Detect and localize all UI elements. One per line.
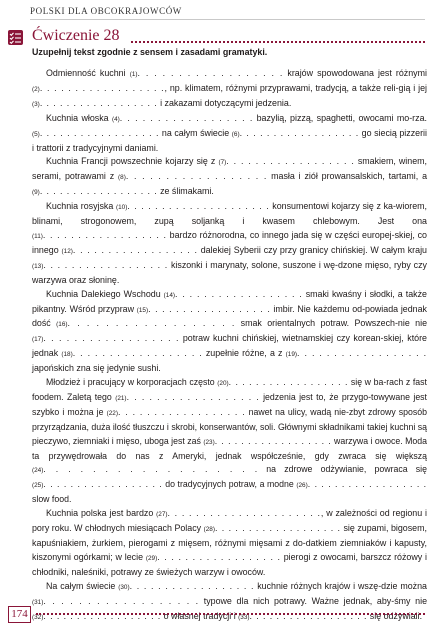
gap-dots: . . . . . . . . . . . . . . . . . .	[42, 229, 167, 240]
gap-number: (11)	[32, 232, 43, 240]
gap-blank[interactable]	[232, 128, 359, 138]
gap-blank[interactable]	[32, 333, 179, 343]
text-run: Kuchnia Francji powszechnie kojarzy się z	[46, 156, 219, 167]
gap-dots: . . . . . . . . . . . . . . . . . .	[72, 348, 203, 359]
paragraph	[32, 288, 427, 376]
paragraph	[32, 376, 427, 507]
gap-dots: . . . . . . . . . . . . . . . . . .	[228, 377, 349, 388]
gap-number: (5)	[32, 130, 40, 138]
text-run: zupełnie różne, a z	[202, 348, 286, 359]
gap-dots: . . . . . . . . . . . . . . . . . . .	[215, 523, 341, 534]
gap-number: (15)	[136, 306, 149, 314]
gap-blank[interactable]	[32, 596, 199, 606]
gap-number: (19)	[285, 351, 298, 359]
text-run: bardzo różnorodna, co innego jada się w części europej-skiej, co innego	[32, 229, 427, 255]
text-run: ze ślimakami.	[157, 186, 214, 197]
gap-blank[interactable]	[137, 304, 271, 314]
gap-blank[interactable]	[217, 377, 348, 387]
gap-dots: . . . . . . . . . . . . . . . . . .	[43, 610, 162, 621]
gap-dots: . . . . . . . . . . . . . . . . . .	[43, 479, 163, 490]
gap-dots: . . . . . . . . . . . . . . . . . .	[297, 348, 427, 359]
gap-blank[interactable]	[296, 479, 427, 489]
paragraph	[32, 155, 427, 200]
text-run: smakiem, winem, serami, potrawami z	[32, 156, 428, 182]
paragraph	[32, 507, 427, 580]
gap-dots: . . . . . . . . . . . . . . . . . .	[148, 303, 271, 314]
gap-blank[interactable]	[156, 508, 321, 518]
gap-dots: . . . . . . . . . . . . . . . . . .	[307, 479, 428, 490]
text-run: nawet na ulicy, wadą nie-zbyt zdrowy sposób przyrządzania, duża ilość tłuszczu i skrobi, konserwantów, soli. Głównymi składnikami takiej kuchni są pieczywo, ziemniaki i mięso, uboga jest zaś	[32, 406, 427, 446]
gap-dots: . . . . . . . . . . . . . . . . . .	[117, 406, 246, 417]
text-run: pierogi z owocami, barszcz różowy i chłodniki, naleśniki, potrawy ze świeżych warzyw i owoców.	[32, 551, 427, 577]
gap-dots: . . . . . . . . . . . . . . . . . .	[72, 244, 198, 255]
text-run: na zdrowe odżywianie, powraca się	[258, 464, 427, 475]
text-run: warzywa i owoce. Moda ta przywędrowała do nas z Ameryki, jednak współcześnie, gdy zwraca się większą	[32, 435, 427, 461]
gap-blank[interactable]	[218, 156, 354, 166]
text-run: slow food.	[32, 494, 72, 505]
text-run: potraw kuchni chińskiej, wietnamskiej czy korean-skiej, które jednak	[32, 333, 427, 359]
gap-dots: . . . . . . . . . . . . . . . . . .	[119, 112, 254, 123]
text-run: kiszonki i marynaty, solone, suszone i wę-dzone mięso, ryby czy warzywa oraz słoninę.	[32, 259, 427, 285]
gap-number: (8)	[118, 174, 126, 182]
gap-blank[interactable]	[112, 113, 253, 123]
paragraph	[32, 580, 427, 625]
gap-blank[interactable]	[118, 581, 254, 591]
gap-dots: . . . . . . . . . . . . . . . . . . . . . .	[167, 508, 321, 519]
text-run: typowe dla nich potrawy. Ważne jednak, aby-śmy nie	[199, 595, 428, 606]
text-run: Kuchnia polska jest bardzo	[46, 508, 157, 519]
gap-blank[interactable]	[32, 479, 163, 489]
gap-blank[interactable]	[130, 68, 284, 78]
gap-dots: . . . . . . . . . . . . . . . . . . . . .	[127, 201, 270, 212]
text-run: go siecią pizzerii i trattorii z tradycyjnymi daniami.	[32, 127, 427, 153]
header-rule	[30, 19, 425, 20]
title-dotted-rule	[131, 41, 425, 43]
gap-number: (31)	[32, 598, 44, 606]
exercise-instruction: Uzupełnij tekst zgodnie z sensem i zasadami gramatyki.	[32, 47, 268, 57]
gap-blank[interactable]	[204, 523, 341, 533]
text-run: Kuchnia Dalekiego Wschodu	[46, 288, 164, 299]
text-run: o własnej tradycji i	[161, 610, 239, 621]
gap-dots: . . . . . . . . . . . . . . . . . .	[43, 333, 180, 344]
footer-dotted-rule	[36, 613, 425, 615]
gap-number: (3)	[32, 100, 40, 108]
gap-number: (27)	[156, 511, 168, 519]
gap-blank[interactable]	[32, 186, 158, 196]
gap-number: (21)	[115, 394, 127, 402]
text-run: się w ba-rach z fast foodem. Zaletą tego	[32, 377, 427, 402]
gap-number: (29)	[145, 554, 158, 562]
gap-dots: . . . . . . . . . . . . . . . . . .	[129, 580, 255, 591]
gap-blank[interactable]	[32, 260, 168, 270]
gap-number: (20)	[217, 380, 229, 388]
gap-number: (6)	[231, 130, 240, 138]
gap-number: (17)	[32, 336, 44, 344]
running-header: POLSKI DLA OBCOKRAJOWCÓW	[30, 6, 182, 16]
text-run: na całym świecie	[159, 127, 232, 138]
gap-blank[interactable]	[62, 245, 198, 255]
gap-number: (14)	[163, 291, 176, 299]
gap-dots: . . . . . . . . . . . . . . . . . .	[39, 82, 165, 93]
gap-dots: . . . . . . . . . . . . . . . . . .	[214, 435, 332, 446]
gap-number: (16)	[56, 321, 68, 329]
text-run: i zakazami dotyczącymi jedzenia.	[157, 97, 292, 108]
gap-dots: . . . . . . . . . . . . . . . . . .	[226, 156, 355, 167]
gap-number: (22)	[106, 409, 118, 417]
gap-blank[interactable]	[61, 348, 202, 358]
text-run: japońskich zna się jedynie sushi.	[32, 363, 161, 374]
gap-dots: . . . . . . . . . . . . . . . . . .	[137, 68, 284, 78]
gap-number: (30)	[118, 583, 130, 591]
text-run: Na całym świecie	[46, 580, 119, 591]
gap-blank[interactable]	[286, 348, 427, 358]
gap-blank[interactable]	[32, 464, 258, 474]
gap-dots: . . . . . . . . . . . . . . . . . .	[175, 288, 303, 299]
gap-number: (4)	[111, 115, 120, 123]
text-run: kuchnie różnych krajów i wszę-dzie można	[254, 580, 427, 591]
text-run: do tradycyjnych potraw, a modne	[162, 479, 297, 490]
gap-blank[interactable]	[116, 201, 270, 211]
text-run: smaki kwaśny i słodki, a także pikantny. Wśród przypraw	[32, 288, 427, 314]
gap-blank[interactable]	[115, 392, 260, 402]
gap-number: (24)	[32, 467, 44, 475]
gap-dots: . . . . . . . . . . . . . . . . . .	[43, 259, 169, 270]
text-run: dalekiej Syberii czy przy granicy chińskiej. W całym kraju	[197, 244, 427, 255]
gap-number: (18)	[61, 351, 73, 359]
gap-dots: . . . . . . . . . . . . . . . . . .	[67, 318, 236, 329]
gap-number: (9)	[32, 189, 40, 197]
gap-dots: . . . . . . . . . . . . . . . . . .	[39, 97, 158, 108]
gap-blank[interactable]	[32, 98, 158, 108]
gap-blank[interactable]	[32, 83, 165, 93]
text-run: , w zależności od regionu i pory roku. W chłodnych miesiącach Polacy	[32, 508, 427, 534]
exercise-text	[32, 67, 427, 624]
paragraph	[32, 112, 427, 156]
gap-blank[interactable]	[56, 318, 235, 328]
gap-blank[interactable]	[32, 128, 159, 138]
paragraph	[32, 67, 427, 112]
text-run: imbir. Nie każdemu od-powiada jednak dość	[32, 303, 427, 329]
gap-dots: . . . . . . . . . . . . . . . . . .	[43, 464, 259, 475]
text-run: bazylią, pizzą, spaghetti, owocami mo-rza.	[253, 112, 427, 123]
gap-dots: . . . . . . . . . . . . . . . . . .	[39, 127, 160, 138]
gap-blank[interactable]	[164, 289, 303, 299]
gap-dots: . . . . . . . . . . . . . . . . . .	[125, 171, 268, 182]
paragraph	[32, 200, 427, 287]
text-run: smak orientalnych potraw. Powszech-nie nie	[235, 318, 428, 329]
gap-dots: . . . . . . . . . . . . . . . . . .	[126, 391, 260, 402]
text-run: się odżywiali.	[367, 610, 423, 621]
text-run: Młodzież i pracujący w korporacjach często	[46, 377, 218, 388]
gap-blank[interactable]	[203, 436, 331, 446]
gap-number: (25)	[32, 482, 44, 490]
text-run: Kuchnia włoska	[46, 112, 112, 123]
gap-number: (28)	[203, 526, 215, 534]
gap-blank[interactable]	[146, 552, 281, 562]
text-run: jedzenia jest to, że przygo-towywane jest szybko i można je	[32, 391, 427, 417]
text-run: się zupami, bigosem, kapuśniakiem, żurkiem, pierogami z mięsem, różnymi mięsami z do-datkiem ziemniaków i kapusty, kiszonymi ogórkami; w lecie	[32, 523, 427, 562]
text-run: Kuchnia rosyjska	[46, 201, 116, 212]
text-run: , np. klimatem, różnymi przyprawami, tradycją, a także reli-gią i jej	[164, 82, 427, 93]
gap-dots: . . . . . . . . . . . . . . . . . .	[43, 595, 200, 606]
gap-number: (2)	[32, 85, 40, 93]
gap-dots: . . . . . . . . . . . . . . . . . .	[249, 610, 368, 621]
text-run: Odmienność kuchni	[46, 68, 130, 78]
page-number: 174	[8, 606, 31, 623]
gap-number: (13)	[32, 262, 44, 270]
gap-number: (1)	[129, 71, 138, 78]
gap-blank[interactable]	[118, 171, 267, 181]
exercise-title: Ćwiczenie 28	[32, 27, 120, 44]
gap-number: (23)	[203, 438, 215, 446]
gap-number: (10)	[115, 204, 128, 212]
gap-number: (33)	[238, 613, 250, 621]
gap-number: (32)	[32, 613, 44, 621]
checklist-icon	[8, 30, 23, 45]
gap-dots: . . . . . . . . . . . . . . . . . .	[239, 127, 360, 138]
gap-number: (26)	[296, 482, 308, 490]
gap-dots: . . . . . . . . . . . . . . . . . .	[157, 551, 281, 562]
text-run: konsumentowi kojarzy się z ka-wiorem, blinami, strogonowem, zupą soljanką i kwasem chlebowym. Jest ona	[32, 201, 427, 227]
text-run: masła i ziół prowansalskich, tartami, a	[267, 171, 428, 182]
gap-blank[interactable]	[107, 407, 246, 417]
gap-number: (7)	[218, 159, 227, 167]
text-run: krajów spowodowana jest różnymi	[283, 68, 427, 78]
gap-dots: . . . . . . . . . . . . . . . . . .	[39, 186, 158, 197]
gap-blank[interactable]	[32, 230, 167, 240]
gap-number: (12)	[61, 247, 73, 255]
